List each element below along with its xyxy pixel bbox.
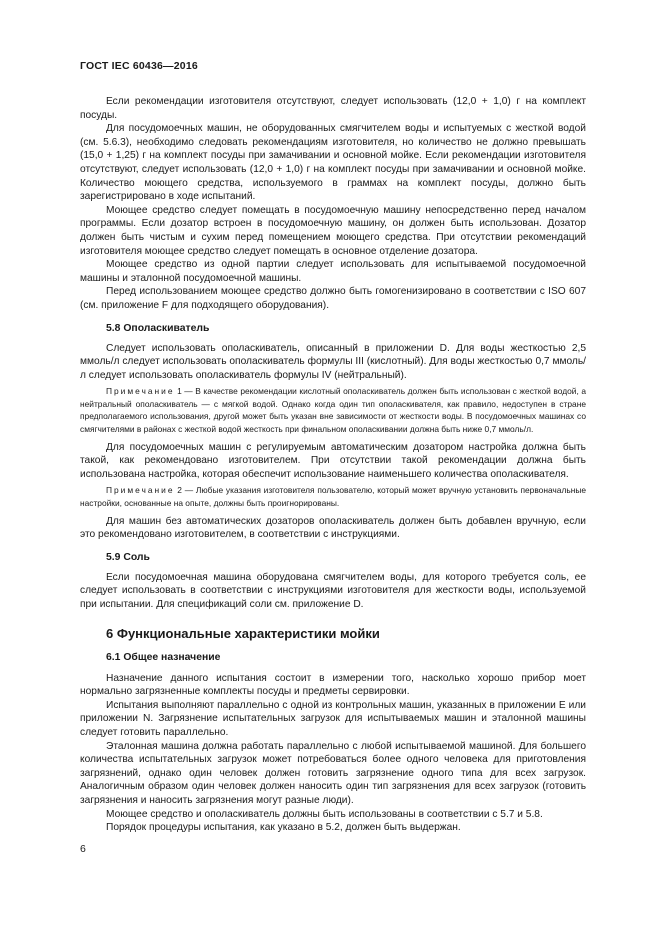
note-2 — [80, 484, 586, 509]
document-header: ГОСТ IEC 60436—2016 — [80, 60, 198, 72]
paragraph: Следует использовать ополаскиватель, описанный в приложении D. Для воды жесткостью 2,5 ммоль/л следует использовать ополаскиватель формулы III (кислотный). Для воды жесткостью 0,7 ммоль/л следует использовать ополаскиватель формулы IV (нейтральный). — [80, 342, 586, 381]
paragraph: Для машин без автоматических дозаторов ополаскиватель должен быть добавлен вручную, если это рекомендовано изготовителем, в соответствии с инструкциями. — [80, 515, 586, 541]
note-label: Примечание — [106, 485, 175, 496]
paragraph: Для посудомоечных машин, не оборудованных смягчителем воды и испытуемых с жесткой водой (см. 5.6.3), необходимо следовать рекомендациям изготовителя, но количество не должно превышать (15,0 + 1,25) г на комплект посуды при замачивании и основной мойке. Если рекомендации изготовителя отсутствуют, следует использовать (12,0 + 1,0) г на комплект посуды при замачивании и основной мойке. Количество моющего средства, используемого в граммах на комплект посуды, должно быть зарегистрировано в ходе испытаний. — [80, 123, 586, 203]
section-heading-5-9: 5.9 Соль — [106, 551, 150, 563]
note-1 — [80, 385, 586, 435]
section-heading-6: 6 Функциональные характеристики мойки — [106, 625, 380, 641]
note-label: Примечание — [106, 386, 175, 397]
paragraph: Для посудомоечных машин с регулируемым автоматическим дозатором настройка должна быть такой, как рекомендовано изготовителем. При отсутствии такой рекомендации должна быть использована настройка, которая обеспечит использование наименьшего количества ополаскивателя. — [80, 441, 586, 480]
section-heading-5-8: 5.8 Ополаскиватель — [106, 322, 210, 334]
paragraph: Назначение данного испытания состоит в измерении того, насколько хорошо прибор моет нормально загрязненные комплекты посуды и предметы сервировки. — [80, 672, 586, 698]
note-text: 1 — В качестве рекомендации кислотный ополаскиватель должен быть использован с жесткой водой, а нейтральный ополаскиватель — с мягкой водой. Однако когда один тип ополаскивателя, как правило, недоступен в стране предполагаемого использования, другой может быть указан вне зависимости от жесткости воды. В посудомоечных машинах со смягчителями в районах с жесткой водой жесткость при финальном ополаскивании должна быть ниже 0,7 ммоль/л. — [80, 386, 586, 435]
paragraph: Если рекомендации изготовителя отсутствуют, следует использовать (12,0 + 1,0) г на комплект посуды. — [80, 96, 586, 121]
page-number: 6 — [80, 843, 86, 855]
paragraph: Если посудомоечная машина оборудована смягчителем воды, для которого требуется соль, ее следует использовать в соответствии с инструкциями изготовителя для жесткости воды, используемой при испытании. Для спецификаций соли см. приложение D. — [80, 571, 586, 610]
paragraph: Моющее средство следует помещать в посудомоечную машину непосредственно перед началом программы. Если дозатор встроен в посудомоечную машину, он должен быть использован. Дозатор должен быть чистым и сухим перед помещением моющего средства. При отсутствии рекомендаций изготовителя моющее средство следует помещать в основное отделение дозатора. — [80, 204, 586, 257]
paragraph: Моющее средство и ополаскиватель должны быть использованы в соответствии с 5.7 и 5.8. — [106, 808, 543, 820]
document-body — [80, 95, 586, 835]
paragraph: Испытания выполняют параллельно с одной из контрольных машин, указанных в приложении E или приложении N. Загрязнение испытательных загрузок для испытываемых машин и эталонной машины следует готовить параллельно. — [80, 699, 586, 738]
note-text: 2 — Любые указания изготовителя пользователю, который может вручную установить первоначальные настройки, основанные на опыте, должны быть проигнорированы. — [80, 485, 587, 509]
paragraph: Эталонная машина должна работать параллельно с любой испытываемой машиной. Для большего количества испытательных загрузок может потребоваться более одного человека для приготовления загрязнений, однако один человек должен готовить загрязнение одного типа для всех загрузок. Аналогичным образом один человек должен наносить один тип загрязнения для всех загрузок (готовить загрязнения и наносить загрязнения могут разные люди). — [80, 740, 586, 806]
paragraph: Перед использованием моющее средство должно быть гомогенизировано в соответствии с ISO 607 (см. приложение F для подходящего оборудования). — [80, 286, 586, 311]
paragraph: Моющее средство из одной партии следует использовать для испытываемой посудомоечной машины и эталонной посудомоечной машины. — [80, 259, 586, 284]
section-heading-6-1: 6.1 Общее назначение — [106, 651, 221, 663]
paragraph: Порядок процедуры испытания, как указано в 5.2, должен быть выдержан. — [106, 822, 461, 834]
